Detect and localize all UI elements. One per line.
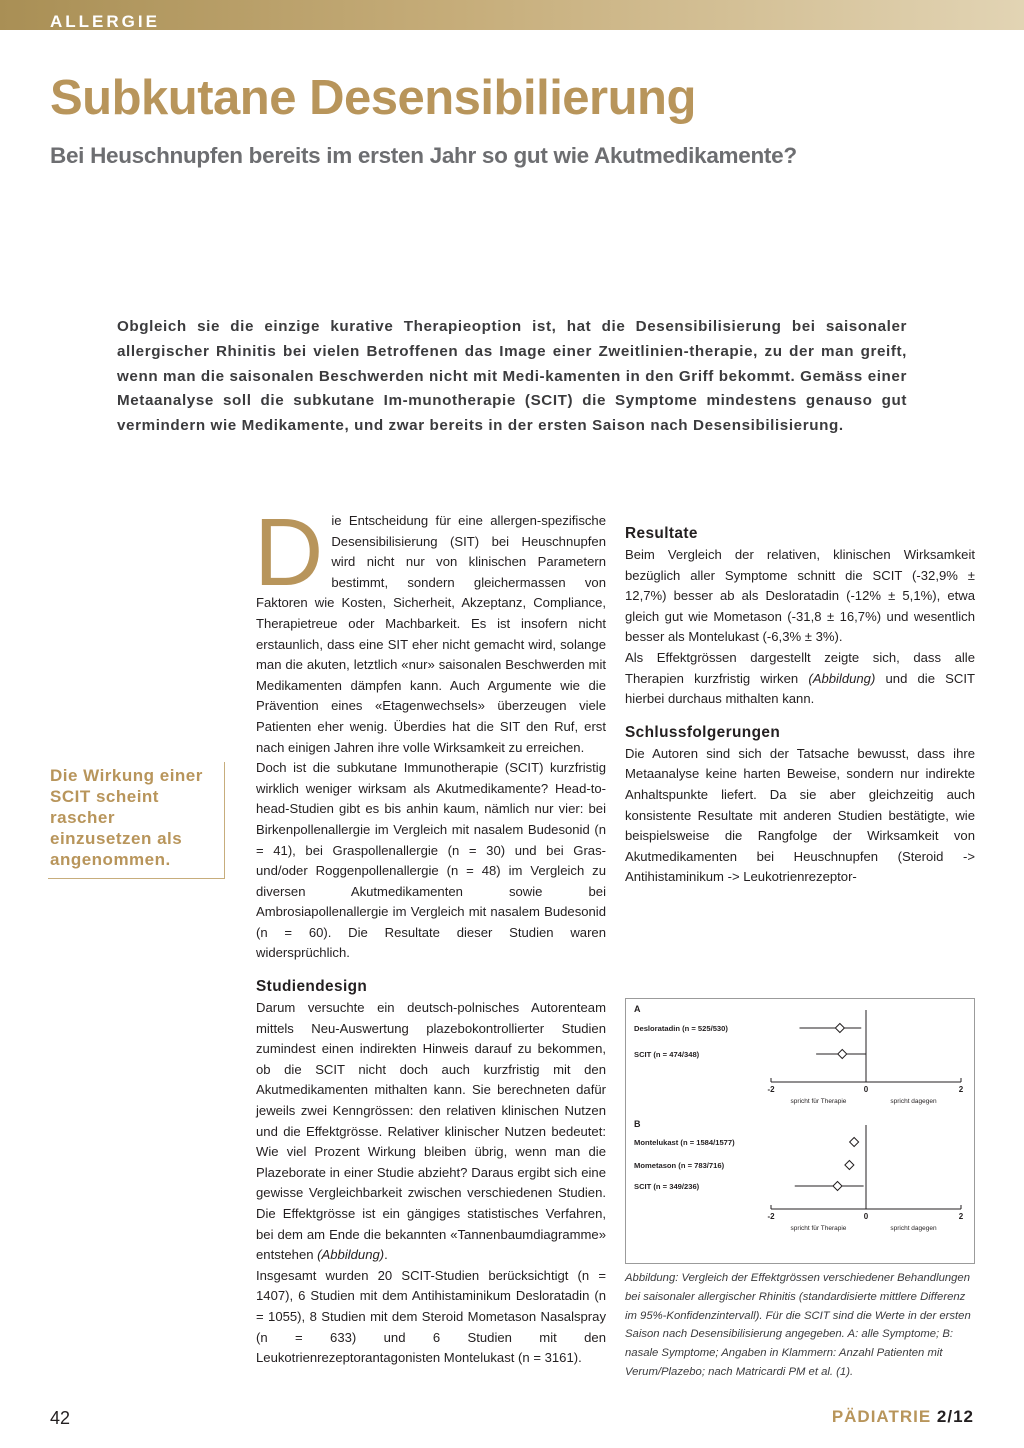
article-title: Subkutane Desensibilierung bbox=[50, 71, 696, 125]
estimate-marker-a-0 bbox=[835, 1024, 844, 1033]
estimate-marker-b-2 bbox=[833, 1182, 842, 1191]
x-tick-label-a-0: -2 bbox=[767, 1085, 775, 1094]
axis-left-label-b: spricht für Therapie bbox=[790, 1225, 847, 1232]
heading-schlussfolgerungen: Schlussfolgerungen bbox=[625, 723, 781, 741]
x-tick-label-b-1: 0 bbox=[863, 1212, 869, 1221]
row-label-b-1: Mometason (n = 783/716) bbox=[634, 1161, 725, 1170]
paragraph-resultate: Beim Vergleich der relativen, klinischen Wirksamkeit bezüglich aller Symptome schnitt die SCIT (-32,9% ± 12,7%) besser ab als Desloratadin (-12% ± 5,1%), etwa gleich gut wie Mometason (-31,8 ± 16,7%) und wesentlich besser als Montelukast (-6,3% ± 3%). bbox=[625, 547, 975, 645]
page-number: 42 bbox=[50, 1408, 71, 1428]
row-label-a-1: SCIT (n = 474/348) bbox=[634, 1050, 700, 1059]
estimate-marker-b-1 bbox=[845, 1161, 854, 1170]
axis-right-label-a: spricht dagegen bbox=[890, 1098, 937, 1105]
body-column-right bbox=[625, 511, 975, 888]
axis-right-label-b: spricht dagegen bbox=[890, 1225, 937, 1232]
x-tick-label-b-2: 2 bbox=[958, 1212, 964, 1221]
forest-plot-figure bbox=[625, 998, 975, 1264]
paragraph-intro bbox=[254, 499, 606, 758]
axis-left-label-a: spricht für Therapie bbox=[790, 1098, 847, 1105]
x-tick-label-a-1: 0 bbox=[863, 1085, 869, 1094]
figure-reference: (Abbildung) bbox=[808, 670, 876, 686]
heading-resultate: Resultate bbox=[625, 525, 698, 542]
paragraph-headtohead: Doch ist die subkutane Immunotherapie (SCIT) kurzfristig wirklich weniger wirksam als Akutmedikamente? Head-to-head-Studien gibt es bis anhin kaum, nämlich nur vier: bei Birkenpollenallergie im Vergleich mit nasalem Budesonid (n = 41), bei Graspollenallergie (n = 30) und bei Gras- und/oder Roggenpollenallergie (n = 48) im Vergleich zu diversen Akutmedikamenten sowie bei Ambrosiapollenallergie im Vergleich mit nasalem Budesonid (n = 60). Die Resultate dieser Studien waren widersprüchlich. bbox=[256, 760, 606, 961]
drop-cap: D bbox=[254, 499, 324, 606]
figure-caption: Abbildung: Vergleich der Effektgrössen verschiedener Behandlungen bei saisonaler allergischer Rhinitis (standardisierte mittlere Differenz im 95%-Konfidenzintervall). Für die SCIT sind die Werte in der ersten Saison nach Desensibilisierung angegeben. A: alle Symptome; B: nasale Symptome; Angaben in Klammern: Anzahl Patienten mit Verum/Plazebo; nach Matricardi PM et al. (1). bbox=[625, 1272, 971, 1378]
panel-label-a: A bbox=[634, 1004, 641, 1014]
paragraph-schlussfolgerungen: Die Autoren sind sich der Tatsache bewusst, dass ihre Metaanalyse keine harten Beweise, sondern nur indirekte Anhaltspunkte liefert. Da sie aber gleichzeitig auch konsistente Resultate mit anderen Studien bestätigte, wie beispielsweise die Rangfolge der Wirksamkeit von Akutmedikamenten bei Heuschnupfen (Steroid -> Antihistaminikum -> Leukotrienrezeptor- bbox=[625, 745, 975, 885]
paragraph-studien: Insgesamt wurden 20 SCIT-Studien berücksichtigt (n = 1407), 6 Studien mit dem Antihistaminikum Desloratadin (n = 1055), 8 Studien mit dem Steroid Mometason Nasalspray (n = 633) und 6 Studien mit den Leukotrienrezeptorantagonisten Montelukast (n = 3161). bbox=[256, 1267, 606, 1366]
x-tick-label-a-2: 2 bbox=[958, 1085, 964, 1094]
section-label: ALLERGIE bbox=[50, 12, 160, 31]
paragraph-intro-text: ie Entscheidung für eine allergen-spezifische Desensibilisierung (SIT) bei Heuschnupfen wird nicht nur von klinischen Parametern bestimmt, sondern gleichermassen von Faktoren wie Kosten, Sicherheit, Akzeptanz, Compliance, Therapietreue oder Machbarkeit. Es ist insofern nicht erstaunlich, dass eine SIT eher nicht gemacht wird, solange man die akuten, letztlich «nur» saisonalen Beschwerden mit Medikamenten dämpfen kann. Auch Argumente wie die Prävention eines «Etagenwechsels» überzeugen viele Patienten eher wenig. Überdies hat die SIT den Ruf, erst nach einigen Jahren ihre volle Wirksamkeit zu erreichen. bbox=[256, 513, 606, 755]
pull-quote bbox=[48, 762, 225, 879]
article-subtitle: Bei Heuschnupfen bereits im ersten Jahr so gut wie Akutmedikamente? bbox=[50, 143, 797, 168]
issue-number: 2/12 bbox=[936, 1407, 974, 1426]
row-label-a-0: Desloratadin (n = 525/530) bbox=[634, 1024, 728, 1033]
paragraph-studiendesign: Darum versuchte ein deutsch-polnisches Autorenteam mittels Neu-Auswertung plazebokontrollierter Studien zumindest einen indirekten Hinweis darauf zu bekommen, ob die SCIT nicht doch auch kurzfristig mit den Akutmedikamenten mithalten kann. Sie berechneten dafür jeweils zwei Kenngrössen: den relativen klinischen Nutzen und die Effektgrösse. Relativer klinischer Nutzen bedeutet: Wie viel Prozent Wirkung bleiben übrig, wenn man die Plazeborate in einer Studie abzieht? Daraus ergibt sich eine gewisse Vergleichbarkeit zwischen verschiedenen Studien. Die Effektgrösse ist ein gängiges statistisches Verfahren, bei dem am Ende die bekannten «Tannenbaumdiagramme» entstehen (Abbildung). bbox=[256, 1000, 606, 1263]
paragraph-effektgroessen: Als Effektgrössen dargestellt zeigte sich, dass alle Therapien kurzfristig wirken (Abbildung) und die SCIT hierbei durchaus mithalten kann. bbox=[625, 649, 976, 707]
magazine-issue bbox=[832, 1407, 974, 1427]
panel-label-b: B bbox=[634, 1119, 641, 1129]
forest-plot bbox=[626, 999, 974, 1263]
row-label-b-0: Montelukast (n = 1584/1577) bbox=[634, 1138, 735, 1147]
body-column-left bbox=[254, 499, 606, 1369]
x-tick-label-b-0: -2 bbox=[767, 1212, 775, 1221]
figure-reference: (Abbildung) bbox=[317, 1247, 385, 1263]
heading-studiendesign: Studiendesign bbox=[256, 978, 368, 996]
lead-paragraph: Obgleich sie die einzige kurative Therapieoption ist, hat die Desensibilisierung bei saisonaler allergischer Rhinitis bei vielen Betroffenen das Image einer Zweitlinien-therapie, zu der man greift, wenn man die saisonalen Beschwerden nicht mit Medi-kamenten in den Griff bekommt. Gemäss einer Metaanalyse soll die subkutane Im-munotherapie (SCIT) die Symptome mindestens genauso gut vermindern wie Medikamente, und zwar bereits in der ersten Saison nach Desensibilisierung. bbox=[117, 318, 907, 435]
estimate-marker-b-0 bbox=[850, 1138, 859, 1147]
pull-quote-text: Die Wirkung einer SCIT scheint rascher einzusetzen als angenommen. bbox=[50, 766, 203, 869]
magazine-name: PÄDIATRIE bbox=[831, 1407, 932, 1426]
row-label-b-2: SCIT (n = 349/236) bbox=[634, 1182, 700, 1191]
estimate-marker-a-1 bbox=[838, 1050, 847, 1059]
